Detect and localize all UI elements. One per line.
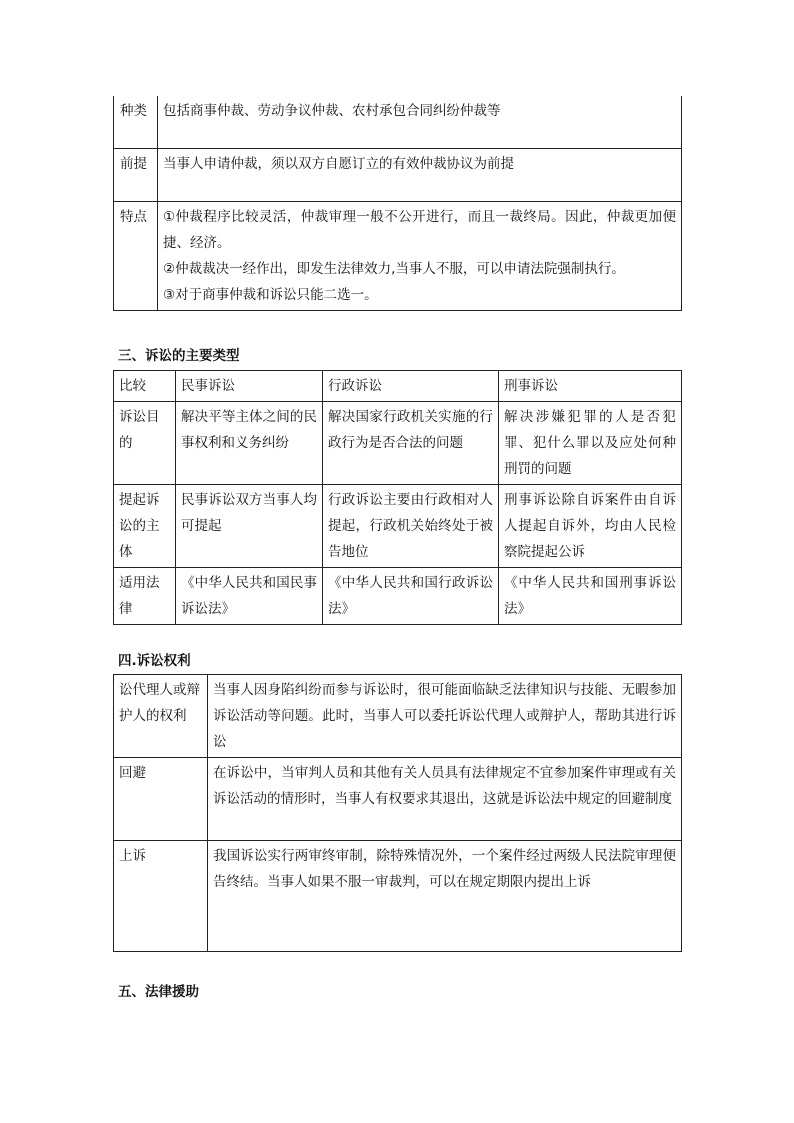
header-cell: 比较 xyxy=(114,371,176,402)
table-row xyxy=(114,485,682,568)
civil-cell: 《中华人民共和国民事诉讼法》 xyxy=(176,568,323,625)
row-content xyxy=(158,149,682,202)
arbitration-table xyxy=(113,96,682,311)
criminal-cell: 解决涉嫌犯罪的人是否犯罪、犯什么罪以及应处何种刑罚的问题 xyxy=(499,402,682,485)
row-label: 前提 xyxy=(114,149,158,202)
content-line: 当事人申请仲裁，须以双方自愿订立的有效仲裁协议为前提 xyxy=(163,156,514,172)
header-cell: 民事诉讼 xyxy=(176,371,323,402)
table-row xyxy=(114,675,682,758)
table-row xyxy=(114,402,682,485)
row-label: 诉讼目的 xyxy=(114,402,176,485)
row-label: 讼代理人或辩护人的权利 xyxy=(114,675,208,758)
section-heading: 四.诉讼权利 xyxy=(118,653,191,669)
table-header-row xyxy=(114,371,682,402)
row-label: 特点 xyxy=(114,202,158,311)
row-label: 种类 xyxy=(114,96,158,149)
criminal-cell: 《中华人民共和国刑事诉讼法》 xyxy=(499,568,682,625)
content-line: 包括商事仲裁、劳动争议仲裁、农村承包合同纠纷仲裁等 xyxy=(163,103,501,119)
row-label: 上诉 xyxy=(114,841,208,952)
admin-cell: 《中华人民共和国行政诉讼法》 xyxy=(323,568,499,625)
content-line: ②仲裁裁决一经作出，即发生法律效力,当事人不服，可以申请法院强制执行。 xyxy=(163,261,625,277)
table-row xyxy=(114,568,682,625)
header-cell: 刑事诉讼 xyxy=(499,371,682,402)
header-cell: 行政诉讼 xyxy=(323,371,499,402)
section-heading: 五、法律援助 xyxy=(118,984,199,1000)
table-row xyxy=(114,841,682,952)
section-heading: 三、诉讼的主要类型 xyxy=(118,348,240,364)
row-label: 适用法律 xyxy=(114,568,176,625)
row-content xyxy=(158,202,682,311)
civil-cell: 民事诉讼双方当事人均可提起 xyxy=(176,485,323,568)
content-line: ③对于商事仲裁和诉讼只能二选一。 xyxy=(163,287,378,303)
row-label: 回避 xyxy=(114,758,208,841)
row-label: 提起诉讼的主体 xyxy=(114,485,176,568)
table-row xyxy=(114,149,682,202)
row-content: 在诉讼中，当审判人员和其他有关人员具有法律规定不宜参加案件审理或有关诉讼活动的情形时，当事人有权要求其退出，这就是诉讼法中规定的回避制度 xyxy=(208,758,682,841)
admin-cell: 行政诉讼主要由行政相对人提起，行政机关始终处于被告地位 xyxy=(323,485,499,568)
table-row xyxy=(114,758,682,841)
table-row xyxy=(114,96,682,149)
row-content: 我国诉讼实行两审终审制，除特殊情况外，一个案件经过两级人民法院审理便告终结。当事人如果不服一审裁判，可以在规定期限内提出上诉 xyxy=(208,841,682,952)
row-content xyxy=(158,96,682,149)
civil-cell: 解决平等主体之间的民事权利和义务纠纷 xyxy=(176,402,323,485)
row-content: 当事人因身陷纠纷而参与诉讼时，很可能面临缺乏法律知识与技能、无暇参加诉讼活动等问题。此时，当事人可以委托诉讼代理人或辩护人，帮助其进行诉讼 xyxy=(208,675,682,758)
admin-cell: 解决国家行政机关实施的行政行为是否合法的问题 xyxy=(323,402,499,485)
litigation-rights-table xyxy=(113,674,682,952)
content-line: ①仲裁程序比较灵活，仲裁审理一般不公开进行，而且一裁终局。因此，仲裁更加便捷、经济。 xyxy=(163,209,676,251)
lawsuit-types-table xyxy=(113,370,682,625)
criminal-cell: 刑事诉讼除自诉案件由自诉人提起自诉外，均由人民检察院提起公诉 xyxy=(499,485,682,568)
table-row xyxy=(114,202,682,311)
